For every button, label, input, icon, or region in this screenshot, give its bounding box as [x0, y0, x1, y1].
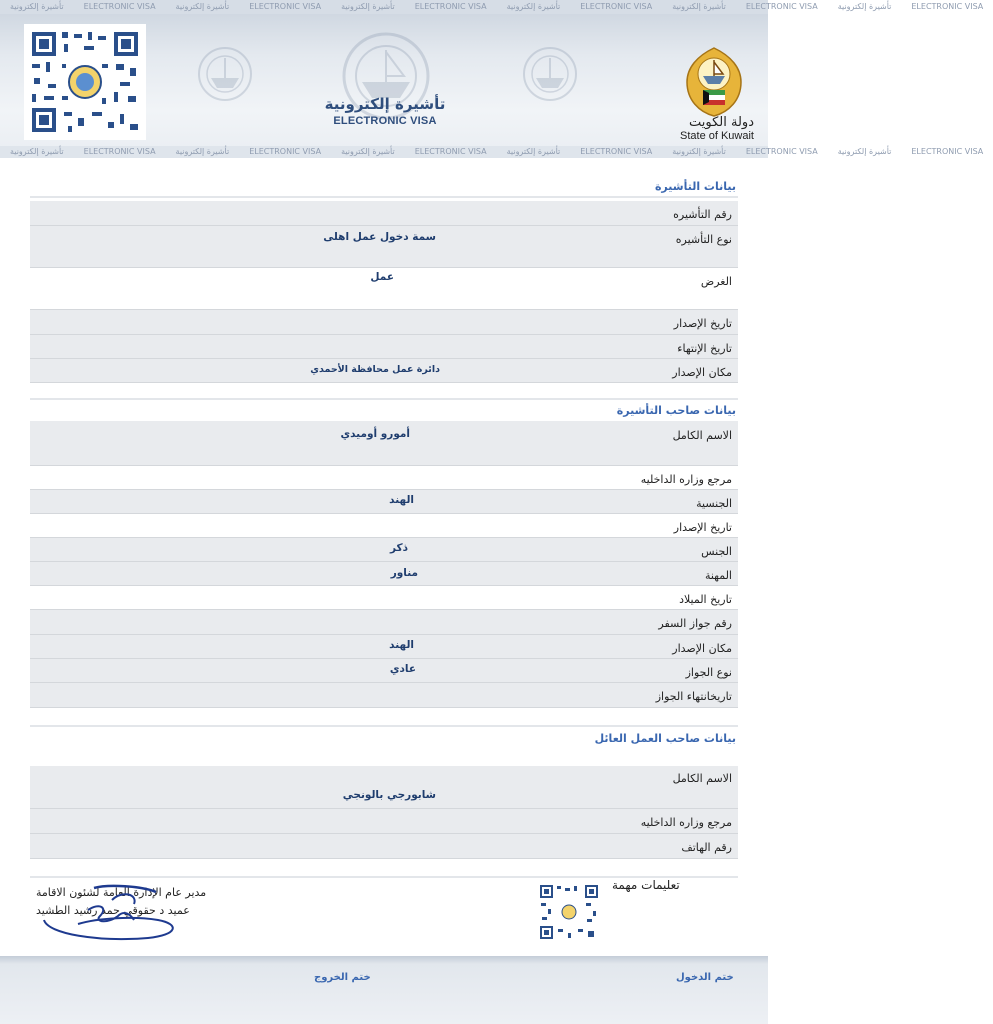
band-text: تأشيرة إلكترونية: [175, 147, 230, 156]
band-text: تأشيرة إلكترونية: [10, 147, 64, 156]
table-row: [30, 359, 738, 383]
field-label: الجنس: [701, 545, 732, 558]
table-row: [30, 766, 738, 809]
field-label: تاريخ الإنتهاء: [677, 342, 732, 355]
band-text: ELECTRONIC VISA: [911, 147, 984, 156]
field-label: مرجع وزاره الداخليه: [640, 816, 732, 829]
band-text: تأشيرة إلكترونية: [175, 2, 230, 11]
table-row: [30, 586, 738, 610]
band-text: ELECTRONIC VISA: [745, 147, 818, 156]
field-label: الجنسية: [696, 497, 732, 510]
band-text: تأشيرة إلكترونية: [672, 2, 726, 11]
table-row: [30, 635, 738, 659]
field-value: عادي: [389, 663, 416, 675]
band-text: تأشيرة إلكترونية: [341, 2, 395, 11]
watermark-emblem-icon: [195, 44, 255, 114]
table-row: [30, 421, 738, 466]
field-label: الاسم الكامل: [672, 429, 732, 442]
qr-code-small-icon: [538, 883, 600, 941]
field-label: تاريخ الميلاد: [679, 593, 732, 606]
field-value: الهند: [389, 639, 414, 651]
stamp-area: [0, 956, 768, 1024]
table-row: [30, 538, 738, 562]
band-text: ELECTRONIC VISA: [414, 2, 487, 11]
field-label: مكان الإصدار: [672, 642, 732, 655]
field-value: سمة دخول عمل اهلى: [323, 231, 436, 243]
state-name-arabic: دولة الكويت: [689, 115, 754, 130]
band-text: تأشيرة إلكترونية: [506, 147, 561, 156]
table-row: [30, 466, 738, 490]
band-text: ELECTRONIC VISA: [580, 2, 653, 11]
band-text: تأشيرة إلكترونية: [837, 147, 892, 156]
band-text: ELECTRONIC VISA: [745, 2, 818, 11]
table-row: [30, 683, 738, 708]
table-row: [30, 809, 738, 834]
field-value: مناور: [390, 567, 418, 579]
header-bottom-band: [0, 146, 984, 158]
field-label: رقم جواز السفر: [658, 617, 732, 630]
field-label: الاسم الكامل: [672, 772, 732, 785]
field-label: نوع التأشيره: [675, 233, 732, 246]
table-row: [30, 610, 738, 635]
field-label: مكان الإصدار: [672, 366, 732, 379]
section-divider: [30, 196, 738, 198]
field-value: الهند: [389, 494, 414, 506]
table-row: [30, 834, 738, 859]
title-arabic: تأشيرة إلكترونية: [324, 95, 446, 113]
important-notes-label: تعليمات مهمة: [612, 878, 680, 892]
band-text: تأشيرة إلكترونية: [837, 2, 892, 11]
band-text: ELECTRONIC VISA: [83, 147, 156, 156]
field-value: أمورو أوميدي: [340, 428, 410, 440]
field-label: رقم الهاتف: [681, 841, 732, 854]
table-row: [30, 659, 738, 683]
field-label: مرجع وزاره الداخليه: [640, 473, 732, 486]
field-value: دائرة عمل محافظة الأحمدي: [310, 364, 440, 375]
table-row: [30, 310, 738, 335]
field-label: تاريخانتهاء الجواز: [655, 690, 732, 703]
band-text: ELECTRONIC VISA: [249, 147, 322, 156]
watermark-emblem-icon: [520, 44, 580, 114]
section-title-visa: بيانات التأشيرة: [654, 180, 736, 193]
band-text: تأشيرة إلكترونية: [10, 2, 64, 11]
qr-code-icon: [24, 24, 146, 140]
header-top-band: [0, 0, 984, 14]
band-text: ELECTRONIC VISA: [414, 147, 487, 156]
field-value: شابورجي بالونجي: [342, 789, 436, 801]
entry-stamp-label: ختم الدخول: [676, 972, 734, 983]
visa-header: [0, 0, 984, 158]
field-label: رقم التأشيره: [673, 208, 732, 221]
field-label: الغرض: [700, 275, 732, 288]
section-divider: [30, 398, 738, 400]
exit-stamp-label: ختم الخروج: [314, 972, 371, 983]
table-row: [30, 201, 738, 226]
band-text: تأشيرة إلكترونية: [341, 147, 395, 156]
field-value: ذكر: [389, 542, 408, 554]
table-row: [30, 562, 738, 586]
band-text: ELECTRONIC VISA: [580, 147, 653, 156]
field-label: المهنة: [704, 569, 732, 582]
signatory-name: عميد د حقوقي حمد رشيد الطشيد: [36, 904, 190, 917]
table-row: [30, 226, 738, 268]
field-value: عمل: [370, 271, 394, 283]
state-name-english: State of Kuwait: [680, 130, 754, 142]
band-text: ELECTRONIC VISA: [83, 2, 156, 11]
section-divider: [30, 725, 738, 727]
field-label: تاريخ الإصدار: [673, 317, 732, 330]
band-text: تأشيرة إلكترونية: [506, 2, 561, 11]
title-english: ELECTRONIC VISA: [333, 115, 437, 127]
kuwait-emblem-icon: [683, 46, 745, 118]
signatory-title: مدير عام الإدارة العامة لشئون الاقامة: [36, 886, 207, 899]
field-label: نوع الجواز: [685, 666, 732, 679]
table-row: [30, 268, 738, 310]
table-row: [30, 490, 738, 514]
table-row: [30, 514, 738, 538]
table-row: [30, 335, 738, 359]
band-text: ELECTRONIC VISA: [911, 2, 984, 11]
visa-title: [300, 94, 470, 128]
band-text: تأشيرة إلكترونية: [672, 147, 726, 156]
signature-icon: [38, 880, 188, 944]
section-title-sponsor: بيانات صاحب العمل العائل: [594, 732, 736, 745]
field-label: تاريخ الإصدار: [673, 521, 732, 534]
section-title-holder: بيانات صاحب التأشيرة: [616, 404, 736, 417]
band-text: ELECTRONIC VISA: [249, 2, 322, 11]
